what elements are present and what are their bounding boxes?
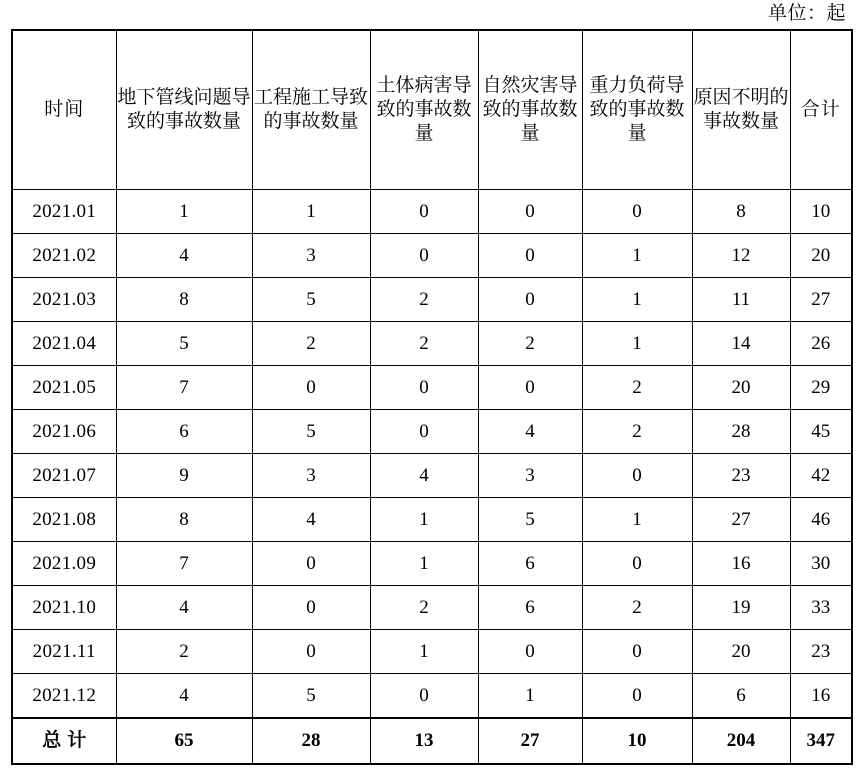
cell-value: 1 xyxy=(582,322,692,366)
cell-value: 0 xyxy=(478,630,582,674)
column-header-construction xyxy=(252,30,370,190)
cell-value: 0 xyxy=(252,366,370,410)
cell-value: 5 xyxy=(478,498,582,542)
column-header-natural-disaster xyxy=(478,30,582,190)
column-header-sum xyxy=(790,30,852,190)
cell-value: 1 xyxy=(582,498,692,542)
cell-value: 4 xyxy=(116,674,252,719)
cell-value: 1 xyxy=(252,190,370,234)
cell-value: 20 xyxy=(692,366,790,410)
column-header-unknown-cause xyxy=(692,30,790,190)
column-header-underground-pipeline xyxy=(116,30,252,190)
cell-value: 12 xyxy=(692,234,790,278)
cell-value: 0 xyxy=(478,234,582,278)
cell-value: 1 xyxy=(582,278,692,322)
cell-value: 4 xyxy=(478,410,582,454)
table-body xyxy=(12,190,852,765)
table-row xyxy=(12,366,852,410)
cell-time: 2021.06 xyxy=(12,410,116,454)
cell-value: 6 xyxy=(478,542,582,586)
table-row xyxy=(12,674,852,719)
column-header-underground-pipeline-label: 地下管线问题导致的事故数量 xyxy=(117,86,251,132)
table-row xyxy=(12,542,852,586)
cell-time: 2021.01 xyxy=(12,190,116,234)
cell-row-total: 23 xyxy=(790,630,852,674)
accident-statistics-table xyxy=(11,29,853,765)
cell-value: 0 xyxy=(252,586,370,630)
cell-value: 4 xyxy=(116,586,252,630)
column-header-unknown-cause-label: 原因不明的事故数量 xyxy=(693,86,789,132)
cell-value: 0 xyxy=(370,190,478,234)
cell-time: 2021.11 xyxy=(12,630,116,674)
table-total-row xyxy=(12,718,852,764)
cell-time: 2021.04 xyxy=(12,322,116,366)
cell-value: 16 xyxy=(692,542,790,586)
cell-column-total: 27 xyxy=(478,718,582,764)
cell-value: 3 xyxy=(252,454,370,498)
cell-value: 8 xyxy=(116,498,252,542)
cell-row-total: 33 xyxy=(790,586,852,630)
table-row xyxy=(12,586,852,630)
table-header xyxy=(12,30,852,190)
cell-time: 2021.10 xyxy=(12,586,116,630)
cell-value: 8 xyxy=(116,278,252,322)
cell-value: 5 xyxy=(252,674,370,719)
column-header-gravity-load-label: 重力负荷导致的事故数量 xyxy=(589,74,685,145)
cell-value: 14 xyxy=(692,322,790,366)
column-header-gravity-load xyxy=(582,30,692,190)
cell-row-total: 20 xyxy=(790,234,852,278)
cell-value: 0 xyxy=(370,366,478,410)
cell-value: 6 xyxy=(116,410,252,454)
column-header-soil-defect-label: 土体病害导致的事故数量 xyxy=(376,74,472,145)
cell-column-total: 10 xyxy=(582,718,692,764)
cell-value: 2 xyxy=(582,366,692,410)
column-header-natural-disaster-label: 自然灾害导致的事故数量 xyxy=(482,74,578,145)
cell-time: 2021.03 xyxy=(12,278,116,322)
column-header-sum-label: 合计 xyxy=(800,98,841,120)
cell-value: 27 xyxy=(692,498,790,542)
cell-value: 8 xyxy=(692,190,790,234)
table-row xyxy=(12,278,852,322)
cell-row-total: 45 xyxy=(790,410,852,454)
cell-value: 7 xyxy=(116,366,252,410)
cell-value: 1 xyxy=(116,190,252,234)
cell-row-total: 30 xyxy=(790,542,852,586)
table-row xyxy=(12,454,852,498)
cell-value: 6 xyxy=(692,674,790,719)
cell-value: 0 xyxy=(478,190,582,234)
cell-value: 0 xyxy=(582,190,692,234)
cell-value: 0 xyxy=(252,542,370,586)
cell-time: 2021.05 xyxy=(12,366,116,410)
cell-value: 0 xyxy=(582,630,692,674)
cell-value: 0 xyxy=(582,454,692,498)
cell-value: 0 xyxy=(478,366,582,410)
cell-value: 1 xyxy=(370,498,478,542)
cell-row-total: 26 xyxy=(790,322,852,366)
cell-row-total: 16 xyxy=(790,674,852,719)
cell-value: 3 xyxy=(478,454,582,498)
cell-value: 1 xyxy=(370,630,478,674)
cell-value: 5 xyxy=(252,410,370,454)
cell-value: 1 xyxy=(478,674,582,719)
cell-value: 2 xyxy=(116,630,252,674)
cell-time: 2021.02 xyxy=(12,234,116,278)
cell-grand-total: 347 xyxy=(790,718,852,764)
cell-value: 7 xyxy=(116,542,252,586)
column-header-time xyxy=(12,30,116,190)
cell-value: 4 xyxy=(252,498,370,542)
cell-value: 2 xyxy=(370,586,478,630)
cell-value: 0 xyxy=(252,630,370,674)
cell-value: 2 xyxy=(582,586,692,630)
table-row xyxy=(12,498,852,542)
cell-value: 4 xyxy=(370,454,478,498)
cell-value: 23 xyxy=(692,454,790,498)
cell-total-label: 总计 xyxy=(12,718,116,764)
cell-value: 2 xyxy=(478,322,582,366)
cell-column-total: 13 xyxy=(370,718,478,764)
cell-value: 0 xyxy=(370,674,478,719)
cell-value: 0 xyxy=(370,234,478,278)
cell-value: 1 xyxy=(582,234,692,278)
table-row xyxy=(12,630,852,674)
cell-column-total: 204 xyxy=(692,718,790,764)
cell-value: 20 xyxy=(692,630,790,674)
cell-value: 9 xyxy=(116,454,252,498)
cell-value: 6 xyxy=(478,586,582,630)
cell-time: 2021.08 xyxy=(12,498,116,542)
cell-time: 2021.09 xyxy=(12,542,116,586)
cell-value: 2 xyxy=(370,278,478,322)
cell-value: 11 xyxy=(692,278,790,322)
cell-time: 2021.12 xyxy=(12,674,116,719)
table-header-row xyxy=(12,30,852,190)
cell-value: 2 xyxy=(582,410,692,454)
cell-value: 19 xyxy=(692,586,790,630)
column-header-time-label: 时间 xyxy=(44,98,85,120)
cell-row-total: 27 xyxy=(790,278,852,322)
table-row xyxy=(12,322,852,366)
cell-value: 2 xyxy=(370,322,478,366)
cell-value: 0 xyxy=(478,278,582,322)
cell-value: 4 xyxy=(116,234,252,278)
column-header-construction-label: 工程施工导致的事故数量 xyxy=(253,86,368,132)
column-header-soil-defect xyxy=(370,30,478,190)
table-row xyxy=(12,410,852,454)
cell-value: 28 xyxy=(692,410,790,454)
cell-column-total: 28 xyxy=(252,718,370,764)
cell-row-total: 29 xyxy=(790,366,852,410)
cell-value: 0 xyxy=(582,674,692,719)
table-row xyxy=(12,234,852,278)
cell-value: 1 xyxy=(370,542,478,586)
cell-row-total: 46 xyxy=(790,498,852,542)
cell-time: 2021.07 xyxy=(12,454,116,498)
cell-value: 5 xyxy=(116,322,252,366)
cell-value: 5 xyxy=(252,278,370,322)
cell-row-total: 10 xyxy=(790,190,852,234)
cell-row-total: 42 xyxy=(790,454,852,498)
cell-value: 0 xyxy=(370,410,478,454)
cell-value: 2 xyxy=(252,322,370,366)
cell-value: 0 xyxy=(582,542,692,586)
table-row xyxy=(12,190,852,234)
cell-column-total: 65 xyxy=(116,718,252,764)
cell-value: 3 xyxy=(252,234,370,278)
unit-note: 单位：起 xyxy=(767,3,846,24)
